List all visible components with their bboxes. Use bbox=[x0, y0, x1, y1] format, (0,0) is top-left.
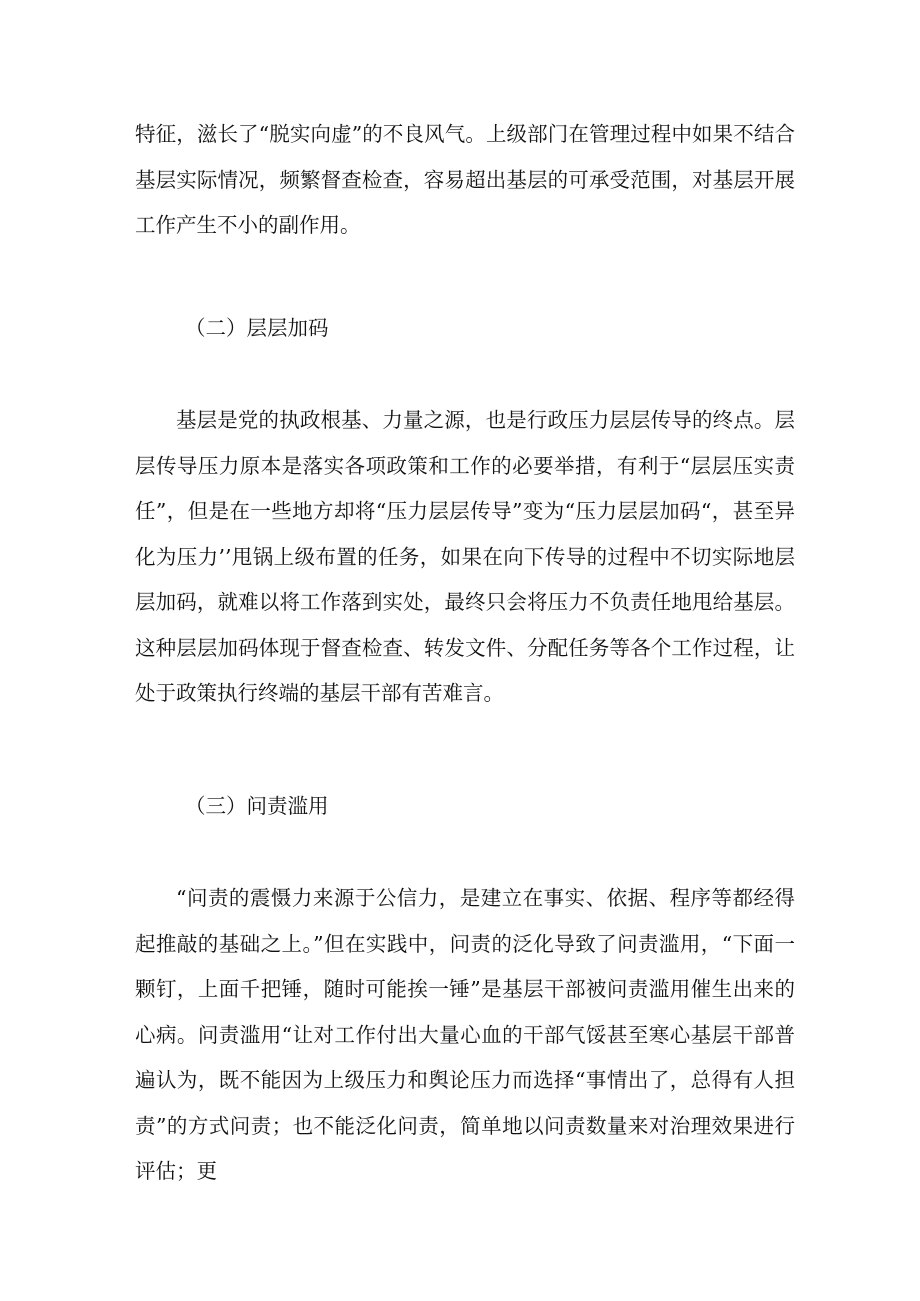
section-heading-layered-pressure: （二）层层加码 bbox=[185, 316, 329, 340]
paragraph-layered-pressure: 基层是党的执政根基、力量之源，也是行政压力层层传导的终点。层层传导压力原本是落实各项政策和工作的必要举措，有利于“层层压实责任”，但是在一些地方却将“压力层层传导”变为“压力层层加码“，甚至异化为压力’’甩锅上级布置的任务，如果在向下传导的过程中不切实际地层层加码，就难以将工作落到实处，最终只会将压力不负责任地甩给基层。这种层层加码体现于督查检查、转发文件、分配任务等各个工作过程，让处于政策执行终端的基层干部有苦难言。 bbox=[135, 408, 795, 705]
section-heading-accountability-abuse: （三）问责滥用 bbox=[185, 794, 329, 818]
paragraph-accountability-abuse: “问责的震慑力来源于公信力，是建立在事实、依据、程序等都经得起推敲的基础之上。”但在实践中，问责的泛化导致了问责滥用，“下面一颗钉，上面千把锤，随时可能挨一锤”是基层干部被问责滥用催生出来的心病。问责滥用“让对工作付出大量心血的干部气馁甚至寒心基层干部普遍认为，既不能因为上级压力和舆论压力而选择“事情出了，总得有人担责”的方式问责；也不能泛化问责，简单地以问责数量来对治理效果进行评估；更 bbox=[135, 886, 795, 1183]
paragraph-continuation: 特征，滋长了“脱实向虚”的不良风气。上级部门在管理过程中如果不结合基层实际情况，频繁督查检查，容易超出基层的可承受范围，对基层开展工作产生不小的副作用。 bbox=[135, 122, 795, 237]
